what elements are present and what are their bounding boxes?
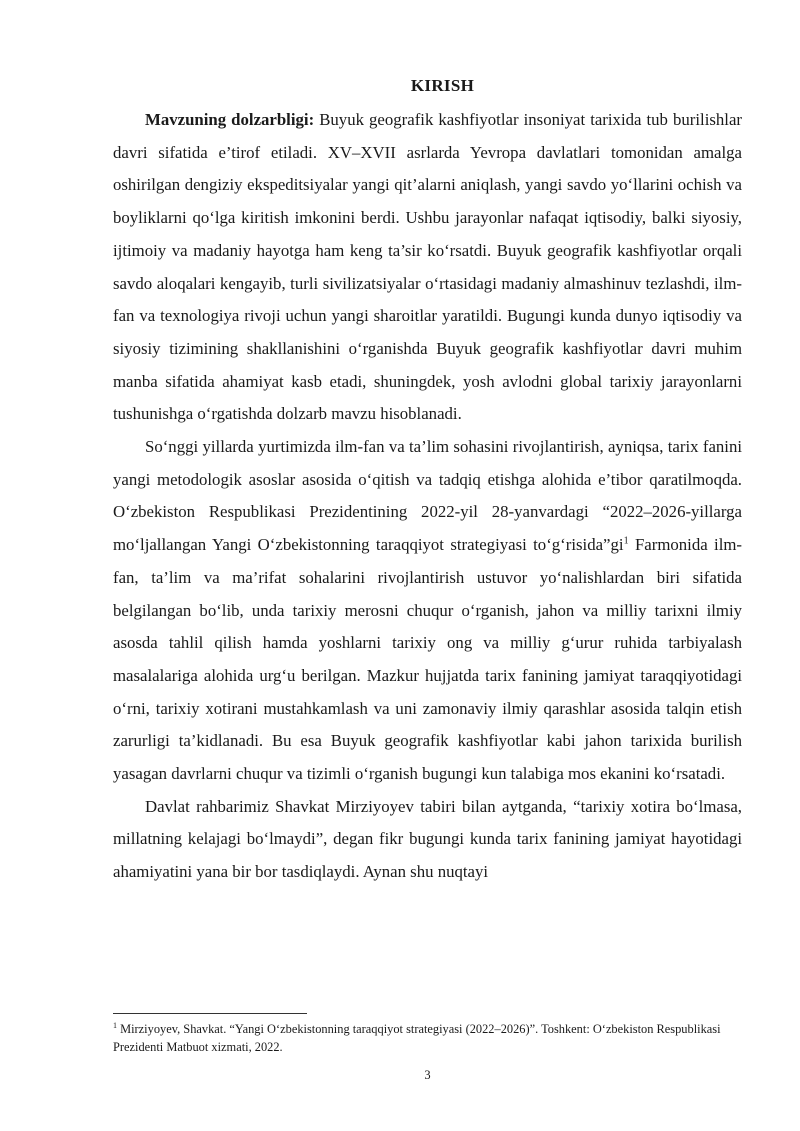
page-number: 3 [424,1068,431,1082]
body-text [113,104,742,889]
footnote-mark: 1 [113,1020,117,1030]
paragraph-quote [113,791,742,889]
footnote [113,1020,742,1056]
paragraph-text: Davlat rahbarimiz Shavkat Mirziyoyev tabiri bilan aytganda, “tarixiy xotira bo‘lmasa, millatning kelajagi bo‘lmaydi”, degan fikr bugungi kunda tarix fanining jamiyat hayotidagi ahamiyatini yana bir bor tasdiqlaydi. Aynan shu nuqtayi [113,796,742,882]
footnote-text: Mirziyoyev, Shavkat. “Yangi O‘zbekistonning taraqqiyot strategiyasi (2022–2026)”. Toshkent: O‘zbekiston Respublikasi Prezidenti Matbuot xizmati, 2022. [113,1022,721,1054]
paragraph-text: So‘nggi yillarda yurtimizda ilm-fan va ta’lim sohasini rivojlantirish, ayniqsa, tarix fanini yangi metodologik asoslar asosida o‘qitish va tadqiq etishga alohida e’tibor qaratilmoqda. O‘zbekiston Respublikasi Prezidentining 2022-yil 28-yanvardagi “2022–2026-yillarga mo‘ljallangan Yangi O‘zbekistonning taraqqiyot strategiyasi to‘g‘risida”gi [113,437,742,555]
paragraph-relevance [113,104,742,431]
paragraph-lead: Mavzuning dolzarbligi: [145,110,315,129]
paragraph-text: Buyuk geografik kashfiyotlar insoniyat tarixida tub burilishlar davri sifatida e’tirof etiladi. XV–XVII asrlarda Yevropa davlatlari tomonidan amalga oshirilgan dengiziy ekspeditsiyalar yangi qit’alarni aniqlash, yangi savdo yo‘llarini ochish va boyliklarni qo‘lga kiritish imkonini berdi. Ushbu jarayonlar nafaqat iqtisodiy, balki siyosiy, ijtimoiy va madaniy hayotga ham keng ta’sir ko‘rsatdi. Buyuk geografik kashfiyotlar orqali savdo aloqalari kengayib, turli sivilizatsiyalar o‘rtasidagi madaniy almashinuv tezlashdi, ilm-fan va texnologiya rivoji uchun yangi sharoitlar yaratildi. Bugungi kunda dunyo iqtisodiy va siyosiy tizimining shakllanishini o‘rganishda Buyuk geografik kashfiyotlar davri muhim manba sifatida ahamiyat kasb etadi, shuningdek, yosh avlodni global tarixiy jarayonlarni tushunishga o‘rgatishda dolzarb mavzu hisoblanadi. [113,110,742,424]
paragraph-text: Farmonida ilm-fan, ta’lim va ma’rifat sohalarini rivojlantirish ustuvor yo‘nalishlardan biri sifatida belgilangan bo‘lib, unda tarixiy merosni chuqur o‘rganish, jahon va milliy tarixni ilmiy asosda tahlil qilish hamda yoshlarni tarixiy ong va milliy g‘urur ruhida tarbiyalash masalalariga alohida urg‘u berilgan. Mazkur hujjatda tarix fanining jamiyat taraqqiyotidagi o‘rni, tarixiy xotirani mustahkamlash va uni zamonaviy ilmiy qarashlar asosida talqin etish zarurligi ta’kidlanadi. Bu esa Buyuk geografik kashfiyotlar kabi jahon tarixida burilish yasagan davrlarni chuqur va tizimli o‘rganish bugungi kun talabiga mos ekanini ko‘rsatadi. [113,535,743,784]
footnote-separator [113,1013,307,1014]
paragraph-strategy [113,431,742,791]
section-heading: KIRISH [410,76,475,95]
footnote-reference[interactable]: 1 [623,535,629,547]
